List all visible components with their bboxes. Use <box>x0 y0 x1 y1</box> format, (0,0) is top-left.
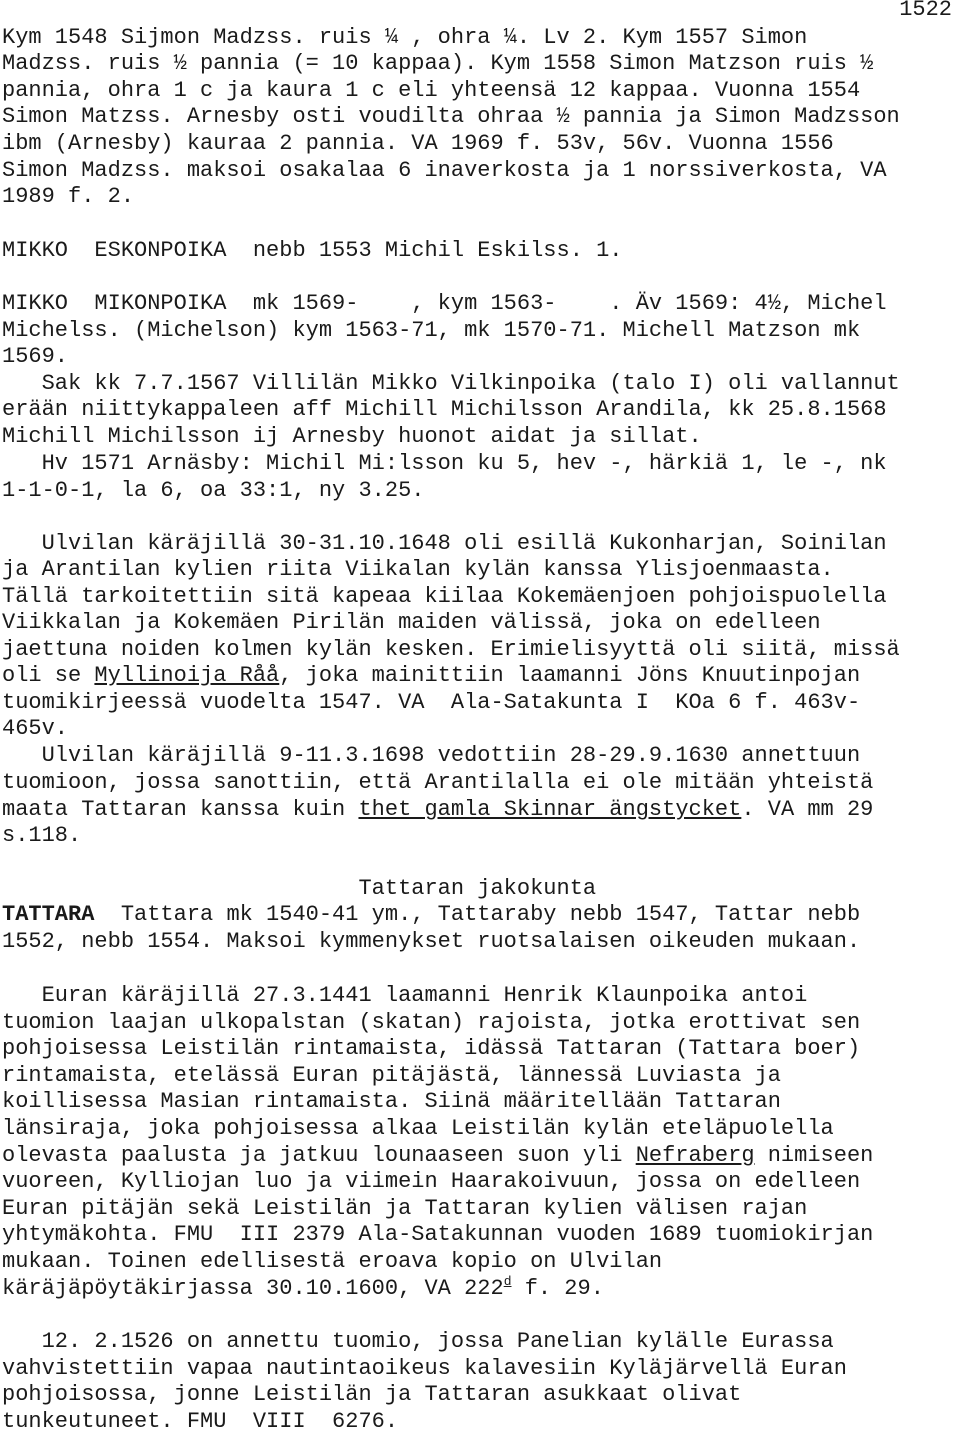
text-line: Viikkalan ja Kokemäen Pirilän maiden välissä, joka on edelleen <box>2 610 821 635</box>
text-line: Sak kk 7.7.1567 Villilän Mikko Vilkinpoika (talo I) oli vallannut <box>2 371 900 396</box>
text-line: Simon Matzss. Arnesby osti voudilta ohraa ½ pannia ja Simon Madzsson <box>2 104 900 129</box>
text-line: ibm (Arnesby) kauraa 2 pannia. VA 1969 f. 53v, 56v. Vuonna 1556 <box>2 131 834 156</box>
text-line: tunkeutuneet. FMU VIII 6276. <box>2 1409 399 1434</box>
text-line <box>2 902 860 928</box>
text-line: Michill Michilsson ij Arnesby huonot aidat ja sillat. <box>2 424 702 449</box>
text-line: 1569. <box>2 344 69 369</box>
text-line: mukaan. Toinen edellisestä eroava kopio on Ulvilan <box>2 1249 663 1274</box>
text-line: tuomioon, jossa sanottiin, että Arantilalla ei ole mitään yhteistä <box>2 770 874 795</box>
text-line: erään niittykappaleen aff Michill Michilsson Arandila, kk 25.8.1568 <box>2 397 887 422</box>
text-line: 465v. <box>2 716 69 741</box>
text-line: pohjoisessa Leistilän rintamaista, idässä Tattaran (Tattara boer) <box>2 1036 861 1061</box>
text-line: 1552, nebb 1554. Maksoi kymmenykset ruotsalaisen oikeuden mukaan. <box>2 929 861 954</box>
text-segment: oli se <box>2 663 95 688</box>
text-line: Ulvilan käräjillä 30-31.10.1648 oli esillä Kukonharjan, Soinilan <box>2 531 887 556</box>
superscript: d <box>503 1274 512 1289</box>
text-line: koillisessa Masian rintamaista. Siinä määritellään Tattaran <box>2 1089 781 1114</box>
text-line: jaettuna noiden kolmen kylän kesken. Erimielisyyttä oli siitä, missä <box>2 637 900 662</box>
text-line: tuomion laajan ulkopalstan (skatan) rajoista, jotka erottivat sen <box>2 1010 861 1035</box>
underlined-quote: thet gamla Skinnar ängstycket <box>358 797 742 822</box>
page-number: 1522 <box>899 0 952 22</box>
underlined-place-name: Myllinoija Råå <box>94 663 280 688</box>
text-line: Hv 1571 Arnäsby: Michil Mi:lsson ku 5, hev -, härkiä 1, le -, nk <box>2 451 887 476</box>
text-segment: käräjäpöytäkirjassa 30.10.1600, VA 222 <box>2 1276 504 1301</box>
text-segment: nimiseen <box>754 1143 874 1168</box>
text-line: 1989 f. 2. <box>2 184 135 209</box>
text-line: Madzss. ruis ½ pannia (= 10 kappaa). Kym 1558 Simon Matzson ruis ½ <box>2 51 874 76</box>
text-line: Euran pitäjän sekä Leistilän ja Tattaran kylien välisen rajan <box>2 1196 808 1221</box>
text-line: yhtymäkohta. FMU III 2379 Ala-Satakunnan vuoden 1689 tuomiokirjan <box>2 1222 874 1247</box>
text-line <box>2 1276 604 1302</box>
text-line: 1-1-0-1, la 6, oa 33:1, ny 3.25. <box>2 478 425 503</box>
text-line: 12. 2.1526 on annettu tuomio, jossa Panelian kylälle Eurassa <box>2 1329 834 1354</box>
village-name-bold: TATTARA <box>2 902 95 927</box>
text-line: rintamaista, etelässä Euran pitäjästä, lännessä Luviasta ja <box>2 1063 781 1088</box>
text-line: s.118. <box>2 823 82 848</box>
text-line: pannia, ohra 1 c ja kaura 1 c eli yhteensä 12 kappaa. Vuonna 1554 <box>2 78 861 103</box>
text-line: vuoreen, Kylliojan luo ja viimein Haarakoivuun, jossa on edelleen <box>2 1169 861 1194</box>
text-line: Ulvilan käräjillä 9-11.3.1698 vedottiin 28-29.9.1630 annettuun <box>2 743 861 768</box>
text-segment: . VA mm 29 <box>741 797 874 822</box>
text-segment: Tattara mk 1540-41 ym., Tattaraby nebb 1547, Tattar nebb <box>94 902 861 927</box>
text-line <box>2 663 860 689</box>
text-line: vahvistettiin vapaa nautintaoikeus kalavesiin Kyläjärvellä Euran <box>2 1356 847 1381</box>
text-segment: maata Tattaran kanssa kuin <box>2 797 359 822</box>
text-line: MIKKO MIKONPOIKA mk 1569- , kym 1563- . Äv 1569: 4½, Michel <box>2 291 887 316</box>
text-line: MIKKO ESKONPOIKA nebb 1553 Michil Eskilss. 1. <box>2 238 623 263</box>
text-line: Simon Madzss. maksoi osakalaa 6 inaverkosta ja 1 norssiverkosta, VA <box>2 158 887 183</box>
text-line: tuomikirjeessä vuodelta 1547. VA Ala-Satakunta I KOa 6 f. 463v- <box>2 690 861 715</box>
text-line: pohjoisossa, jonne Leistilän ja Tattaran asukkaat olivat <box>2 1382 742 1407</box>
text-line: länsiraja, joka pohjoisessa alkaa Leistilän kylän eteläpuolella <box>2 1116 834 1141</box>
underlined-place-name: Nefraberg <box>635 1143 755 1168</box>
text-line <box>2 797 873 823</box>
text-line: Euran käräjillä 27.3.1441 laamanni Henrik Klaunpoika antoi <box>2 983 808 1008</box>
text-segment: , joka mainittiin laamanni Jöns Knuutinpojan <box>279 663 861 688</box>
section-heading: Tattaran jakokunta <box>2 876 597 901</box>
text-line: Tällä tarkoitettiin sitä kapeaa kiilaa Kokemäenjoen pohjoispuolella <box>2 584 887 609</box>
text-line: Kym 1548 Sijmon Madzss. ruis ¼ , ohra ¼. Lv 2. Kym 1557 Simon <box>2 25 808 50</box>
text-line: Michelss. (Michelson) kym 1563-71, mk 1570-71. Michell Matzson mk <box>2 318 861 343</box>
text-line: ja Arantilan kylien riita Viikalan kylän kanssa Ylisjoenmaasta. <box>2 557 834 582</box>
text-line <box>2 1143 873 1169</box>
text-segment: f. 29. <box>511 1276 604 1301</box>
text-segment: olevasta paalusta ja jatkuu lounaaseen suon yli <box>2 1143 636 1168</box>
